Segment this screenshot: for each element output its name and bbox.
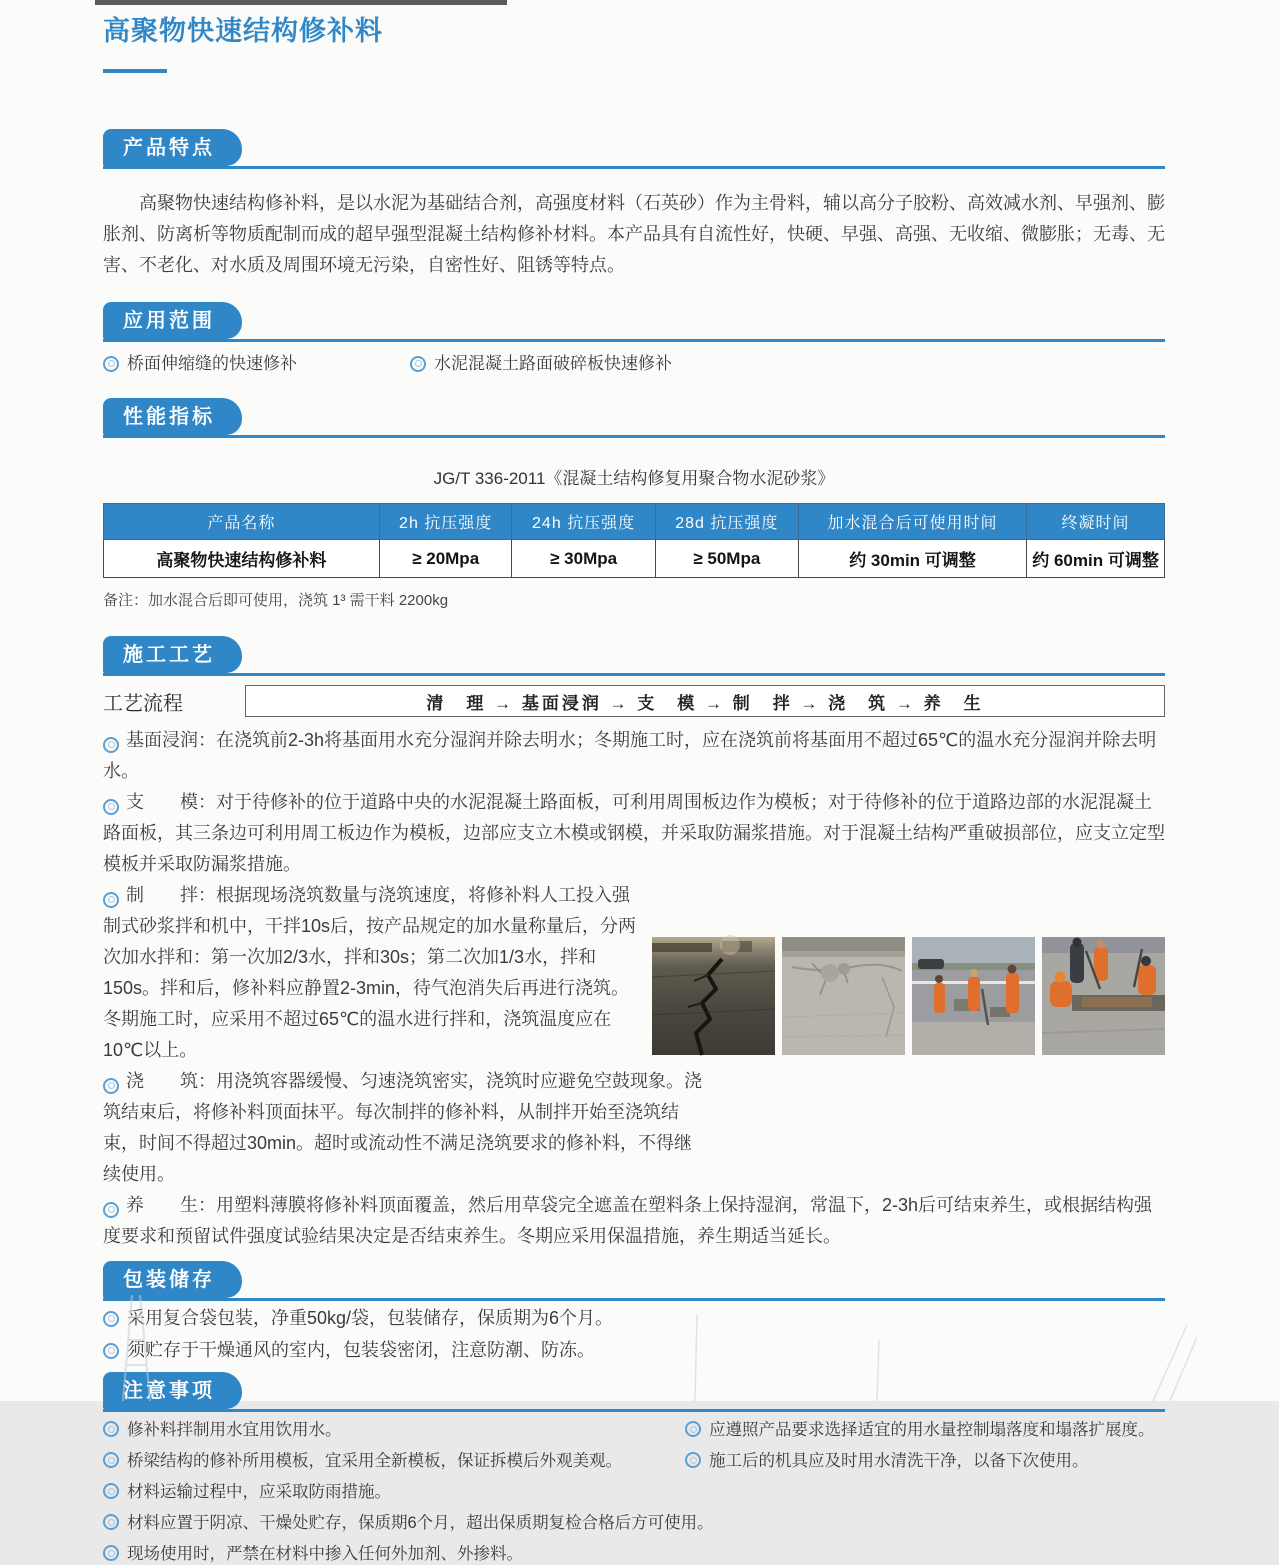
packaging-list (103, 1308, 1165, 1361)
note-item-text: 材料应置于阴凉、干燥处贮存，保质期6个月，超出保质期复检合格后方可使用。 (127, 1514, 714, 1532)
table-header-cell: 产品名称 (104, 504, 380, 540)
table-header-row (104, 504, 1165, 540)
process-step-text: 浇 筑：用浇筑容器缓慢、匀速浇筑密实，浇筑时应避免空鼓现象。浇筑结束后，将修补料顶面抹平。每次制拌的修补料，从制拌开始至浇筑结束，时间不得超过30min。超时或流动性不满足浇筑要求的修补料，不得继续使用。 (103, 1071, 702, 1184)
process-step-text: 支 模：对于待修补的位于道路中央的水泥混凝土路面板，可利用周围板边作为模板；对于待修补的位于道路边部的水泥混凝土路面板，其三条边可利用周工板边作为模板，边部应支立木模或钢模，并采取防漏浆措施。对于混凝土结构严重破损部位，应支立定型模板并采取防漏浆措施。 (103, 792, 1165, 874)
title-underline (103, 69, 167, 73)
process-step-text: 制 拌：根据现场浇筑数量与浇筑速度，将修补料人工投入强制式砂浆拌和机中，干拌10s后，按产品规定的加水量称量后，分两次加水拌和：第一次加2/3水，拌和30s；第二次加1/3水，拌和150s。拌和后，修补料应静置2-3min，待气泡消失后再进行浇筑。冬期施工时，应采用不超过65℃的温水进行拌和，浇筑温度应在10℃以上。 (103, 885, 637, 1060)
double-circle-bullet-icon (103, 1421, 119, 1437)
note-item (103, 1513, 1165, 1534)
double-circle-bullet-icon (410, 356, 426, 372)
process-flow-row (103, 685, 1165, 717)
section-process-tab: 施工工艺 (103, 636, 242, 673)
double-circle-bullet-icon (103, 1452, 119, 1468)
application-item-label: 桥面伸缩缝的快速修补 (127, 354, 297, 373)
note-item-text: 材料运输过程中，应采取防雨措施。 (127, 1483, 391, 1501)
double-circle-bullet-icon (103, 1483, 119, 1499)
process-flow-label: 工艺流程 (103, 692, 183, 715)
note-item (103, 1482, 1165, 1503)
section-performance-header (103, 398, 1165, 438)
double-circle-bullet-icon (103, 1343, 119, 1359)
notes-grid (103, 1420, 1165, 1565)
section-features-tab: 产品特点 (103, 129, 242, 166)
performance-table (103, 503, 1165, 578)
packaging-item-text: 采用复合袋包装，净重50kg/袋，包装储存，保质期为6个月。 (127, 1308, 614, 1328)
double-circle-bullet-icon (103, 1545, 119, 1561)
process-step-text: 基面浸润：在浇筑前2-3h将基面用水充分湿润并除去明水；冬期施工时，应在浇筑前将基面用不超过65℃的温水充分湿润并除去明水。 (103, 730, 1157, 781)
packaging-item (103, 1308, 1165, 1329)
section-packaging-tab: 包装储存 (103, 1261, 242, 1298)
double-circle-bullet-icon (103, 737, 119, 753)
packaging-item-text: 须贮存于干燥通风的室内，包装袋密闭，注意防潮、防冻。 (127, 1340, 595, 1360)
double-circle-bullet-icon (103, 892, 119, 908)
table-header-cell: 2h 抗压强度 (379, 504, 512, 540)
process-step (103, 725, 1165, 787)
double-circle-bullet-icon (685, 1421, 701, 1437)
note-item-text: 施工后的机具应及时用水清洗干净，以备下次使用。 (709, 1452, 1089, 1470)
section-performance-tab: 性能指标 (103, 398, 242, 435)
table-cell: ≥ 30Mpa (512, 540, 655, 578)
table-row (104, 540, 1165, 578)
note-item (685, 1420, 1165, 1441)
table-header-cell: 终凝时间 (1027, 504, 1165, 540)
table-cell: 高聚物快速结构修补料 (104, 540, 380, 578)
section-notes-header (103, 1372, 1165, 1412)
note-item (103, 1544, 1165, 1565)
performance-standard-caption: JG/T 336-2011《混凝土结构修复用聚合物水泥砂浆》 (433, 469, 835, 488)
section-applications-header (103, 302, 1165, 342)
packaging-item (103, 1340, 1165, 1361)
performance-note: 备注：加水混合后即可使用，浇筑 1³ 需干料 2200kg (103, 592, 449, 609)
note-item-text: 修补料拌制用水宜用饮用水。 (127, 1421, 342, 1439)
table-cell: ≥ 20Mpa (379, 540, 512, 578)
table-cell: ≥ 50Mpa (655, 540, 798, 578)
page-title: 高聚物快速结构修补料 (103, 16, 383, 46)
double-circle-bullet-icon (103, 1311, 119, 1327)
table-header-cell: 加水混合后可使用时间 (798, 504, 1026, 540)
section-process-header (103, 636, 1165, 676)
note-item (685, 1451, 1165, 1472)
note-item (103, 1420, 685, 1441)
note-item-text: 应遵照产品要求选择适宜的用水量控制塌落度和塌落扩展度。 (709, 1421, 1155, 1439)
process-step (103, 1190, 1165, 1252)
section-notes-tab: 注意事项 (103, 1372, 242, 1409)
double-circle-bullet-icon (103, 1514, 119, 1530)
double-circle-bullet-icon (103, 799, 119, 815)
note-item (103, 1451, 685, 1472)
process-step (103, 787, 1165, 880)
table-header-cell: 24h 抗压强度 (512, 504, 655, 540)
application-item-label: 水泥混凝土路面破碎板快速修补 (434, 354, 672, 373)
section-packaging-header (103, 1261, 1165, 1301)
process-steps (103, 725, 1165, 1252)
double-circle-bullet-icon (103, 1202, 119, 1218)
applications-list (103, 351, 1165, 376)
cracked-pavement-photo (652, 937, 775, 1055)
table-cell: 约 60min 可调整 (1027, 540, 1165, 578)
double-circle-bullet-icon (103, 356, 119, 372)
section-applications-tab: 应用范围 (103, 302, 242, 339)
application-item (410, 351, 672, 376)
note-item-text: 桥梁结构的修补所用模板，宜采用全新模板，保证拆模后外观美观。 (127, 1452, 622, 1470)
table-header-cell: 28d 抗压强度 (655, 504, 798, 540)
table-cell: 约 30min 可调整 (798, 540, 1026, 578)
application-item (103, 351, 410, 376)
process-step (103, 1066, 703, 1190)
note-item-text: 现场使用时，严禁在材料中掺入任何外加剂、外掺料。 (127, 1545, 523, 1563)
features-paragraph: 高聚物快速结构修补料，是以水泥为基础结合剂，高强度材料（石英砂）作为主骨料，辅以高分子胶粉、高效减水剂、早强剂、膨胀剂、防离析等物质配制而成的超早强型混凝土结构修补材料。本产品具有自流性好，快硬、早强、高强、无收缩、微膨胀；无毒、无害、不老化、对水质及周围环境无污染，自密性好、阻锈等特点。 (103, 193, 1165, 275)
section-features-header (103, 129, 1165, 169)
damaged-concrete-surface-photo (782, 937, 905, 1055)
double-circle-bullet-icon (103, 1078, 119, 1094)
process-flow-box: 清 理 → 基面浸润 → 支 模 → 制 拌 → 浇 筑 → 养 生 (245, 685, 1165, 717)
road-repair-crew-photo (912, 937, 1035, 1055)
process-photos (652, 937, 1165, 1055)
process-step-text: 养 生：用塑料薄膜将修补料顶面覆盖，然后用草袋完全遮盖在塑料条上保持湿润，常温下，2-3h后可结束养生，或根据结构强度要求和预留试件强度试验结果决定是否结束养生。冬期应采用保温措施，养生期适当延长。 (103, 1195, 1153, 1246)
joint-repair-crew-photo (1042, 937, 1165, 1055)
double-circle-bullet-icon (685, 1452, 701, 1468)
